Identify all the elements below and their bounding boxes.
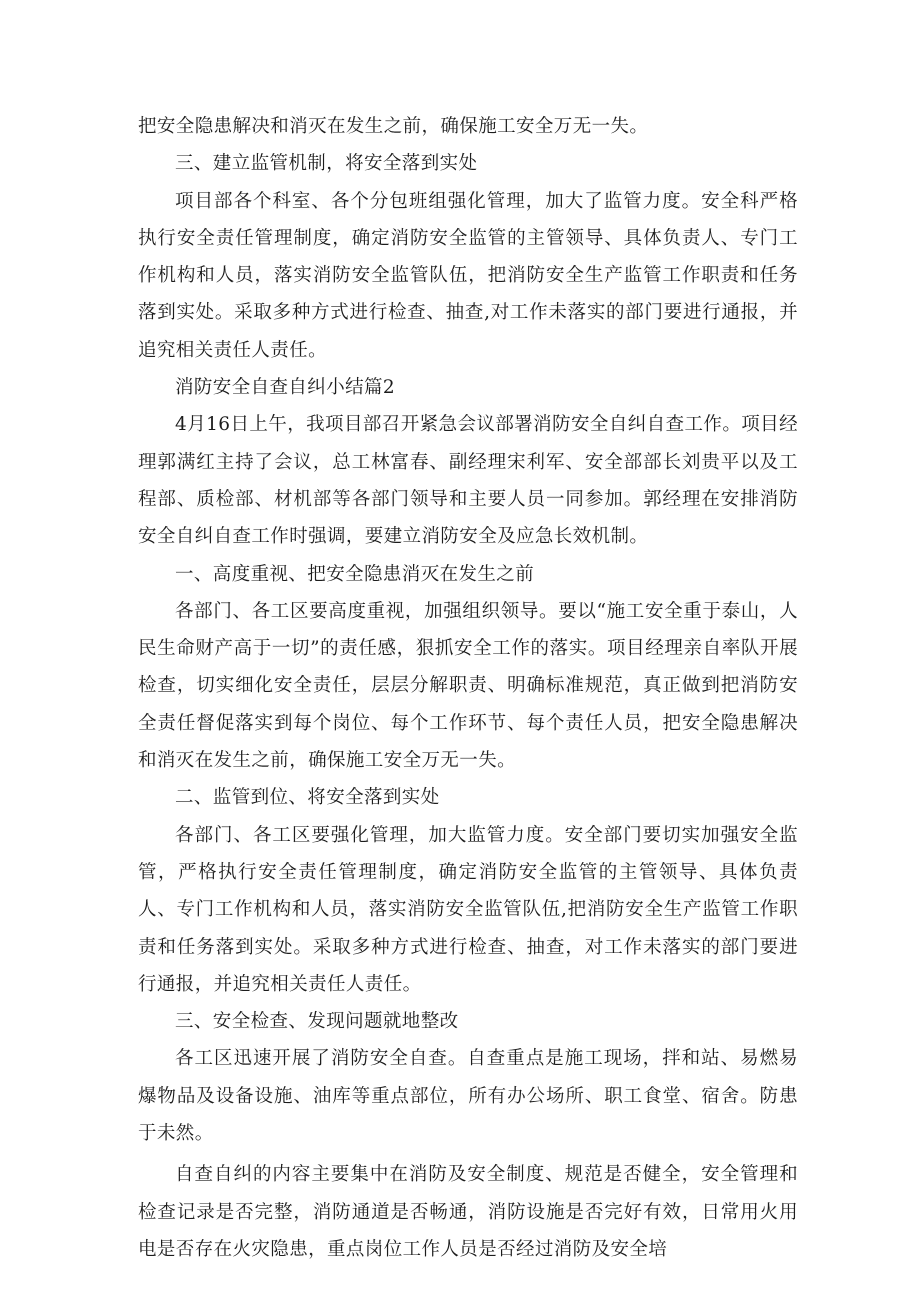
article-title-part2: 消防安全自查自纠小结篇2 [175,377,396,399]
paragraph-high-attention: 各部门、各工区要高度重视，加强组织领导。要以“施工安全重于泰山，人民生命财产高于一切”的责任感，狠抓安全工作的落实。项目经理亲自率队开展检查，切实细化安全责任，层层分解职责、明确标准规范，真正做到把消防安全责任督促落实到每个岗位、每个工作环节、每个责任人员，把安全隐患解决和消灭在发生之前，确保施工安全万无一失。 [138,600,798,772]
paragraph-supervision-in-place: 各部门、各工区要强化管理，加大监管力度。安全部门要切实加强安全监管，严格执行安全责任管理制度，确定消防安全监管的主管领导、具体负责人、专门工作机构和人员，落实消防安全监管队伍,把消防安全生产监管工作职责和任务落到实处。采取多种方式进行检查、抽查，对工作未落实的部门要进行通报，并追究相关责任人责任。 [138,824,798,995]
paragraph-safety-inspection: 各工区迅速开展了消防安全自查。自查重点是施工现场，拌和站、易燃易爆物品及设备设施、油库等重点部位，所有办公场所、职工食堂、宿舍。防患于未然。 [138,1048,798,1145]
paragraph-inspection-content: 自查自纠的内容主要集中在消防及安全制度、规范是否健全，安全管理和检查记录是否完整，消防通道是否畅通，消防设施是否完好有效，日常用火用电是否存在火灾隐患，重点岗位工作人员是否经过消防及安全培 [138,1164,798,1260]
section-heading-high-attention: 一、高度重视、把安全隐患消灭在发生之前 [175,563,535,585]
paragraph-supervision-mechanism: 项目部各个科室、各个分包班组强化管理，加大了监管力度。安全科严格执行安全责任管理制度，确定消防安全监管的主管领导、具体负责人、专门工作机构和人员，落实消防安全监管队伍，把消防安全生产监管工作职责和任务落到实处。采取多种方式进行检查、抽查,对工作未落实的部门要进行通报，并追究相关责任人责任。 [138,190,798,361]
document-body [138,108,798,1268]
section-heading-safety-inspection: 三、安全检查、发现问题就地整改 [175,1011,459,1033]
section-heading-supervision-in-place: 二、监管到位、将安全落到实处 [175,787,440,809]
paragraph-continuation: 把安全隐患解决和消灭在发生之前，确保施工安全万无一失。 [138,116,649,137]
section-heading-supervision-mechanism: 三、建立监管机制，将安全落到实处 [175,153,478,175]
paragraph-meeting: 4月16日上午，我项目部召开紧急会议部署消防安全自纠自查工作。项目经理郭满红主持了会议，总工林富春、副经理宋利军、安全部部长刘贵平以及工程部、质检部、材机部等各部门领导和主要人员一同参加。郭经理在安排消防安全自纠自查工作时强调，要建立消防安全及应急长效机制。 [138,414,798,548]
